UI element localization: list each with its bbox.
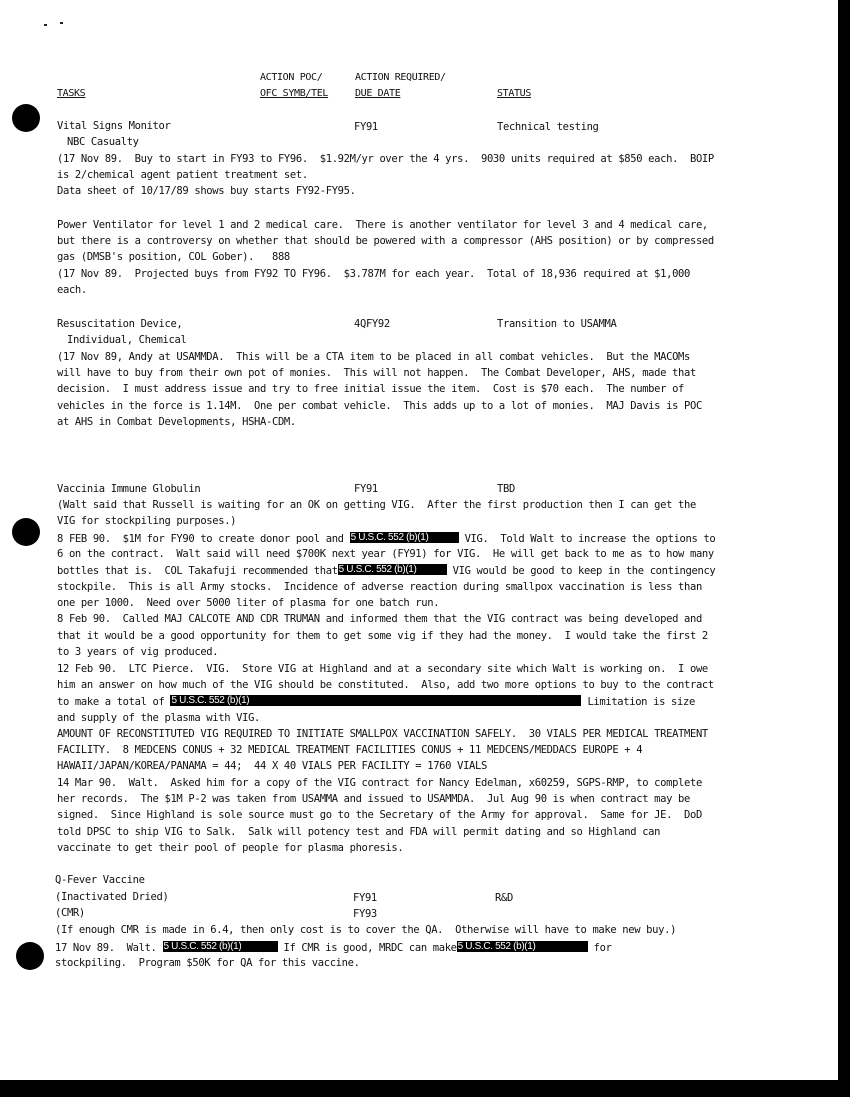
task-status: TBD [497,483,515,495]
note-line: Data sheet of 10/17/89 shows buy starts FY92-FY95. [57,185,356,197]
note-line: (17 Nov 89. Buy to start in FY93 to FY96. $1.92M/yr over the 4 yrs. 9030 units required at $850 each. BOIP [57,153,714,165]
note-line: is 2/chemical agent patient treatment set. [57,169,308,181]
note-line: him an answer on how much of the VIG should be constituted. Also, add two more options to buy to the contract [57,679,714,691]
note-line: that it would be a good opportunity for them to get some vig if they had the money. I would take the first 2 [57,630,708,642]
note-line: (Walt said that Russell is waiting for an OK on getting VIG. After the first production then I can get the [57,499,696,511]
note-line: stockpile. This is all Army stocks. Incidence of adverse reaction during smallpox vaccination is less than [57,581,702,593]
task-due: 4QFY92 [354,318,390,330]
note-text: Limitation is size [581,696,695,708]
note-text: to make a total of [57,696,171,708]
header-poc-line1: ACTION POC/ [260,72,323,83]
punch-hole [16,942,44,970]
task-name-line2: NBC Casualty [67,136,139,148]
note-line: 14 Mar 90. Walt. Asked him for a copy of the VIG contract for Nancy Edelman, x60259, SGPS-RMP, to complete [57,777,702,789]
redaction-box: 5 U.S.C. 552 (b)(1) [338,564,447,575]
note-line: one per 1000. Need over 5000 liter of plasma for one batch run. [57,597,440,609]
note-text: bottles that is. COL Takafuji recommended that [57,565,338,577]
note-line: but there is a controversy on whether that should be powered with a compressor (AHS position) or by compressed [57,235,714,247]
note-text: If CMR is good, MRDC can make [277,942,457,954]
note-text: for [587,942,612,954]
redaction-box: 5 U.S.C. 552 (b)(1) [350,532,459,543]
note-line: HAWAII/JAPAN/KOREA/PANAMA = 44; 44 X 40 VIALS PER FACILITY = 1760 VIALS [57,760,487,772]
note-line [57,695,695,708]
task-name: Q-Fever Vaccine [55,874,145,886]
task-name: Vital Signs Monitor [57,120,171,132]
task-name-line2: Individual, Chemical [67,334,187,346]
note-line: stockpiling. Program $50K for QA for this vaccine. [55,957,360,969]
redaction-box: 5 U.S.C. 552 (b)(1) [170,695,581,706]
note-line: vaccinate to get their pool of people for plasma phoresis. [57,842,404,854]
note-line: each. [57,284,87,296]
task-due: FY91 [354,483,378,495]
note-line: VIG for stockpiling purposes.) [57,515,237,527]
note-line: 8 Feb 90. Called MAJ CALCOTE AND CDR TRUMAN and informed them that the VIG contract was being developed and [57,613,702,625]
redaction-box: 5 U.S.C. 552 (b)(1) [163,941,278,952]
note-line: decision. I must address issue and try to free initial issue the item. Cost is $70 each. The number of [57,383,685,395]
header-action-line1: ACTION REQUIRED/ [355,72,446,83]
task-due-line3: FY93 [353,908,377,920]
note-text: VIG would be good to keep in the contingency [446,565,716,577]
task-name-line3: (CMR) [55,907,85,919]
task-due: FY91 [354,121,378,133]
note-line: 6 on the contract. Walt said will need $700K next year (FY91) for VIG. He will get back to me as to how many [57,548,714,560]
note-text: 8 FEB 90. $1M for FY90 to create donor pool and [57,533,350,545]
note-line: FACILITY. 8 MEDCENS CONUS + 32 MEDICAL TREATMENT FACILITIES CONUS + 11 MEDCENS/MEDDACS EUROPE + 4 [57,744,643,756]
note-text: VIG. Told Walt to increase the options to [458,533,716,545]
note-line: gas (DMSB's position, COL Gober). 888 [57,251,290,263]
header-tasks: TASKS [57,88,86,99]
note-text: 17 Nov 89. Walt. [55,942,163,954]
task-name: Resuscitation Device, [57,318,183,330]
punch-hole [12,518,40,546]
header-status: STATUS [497,88,532,99]
redaction-box: 5 U.S.C. 552 (b)(1) [457,941,588,952]
note-line: to 3 years of vig produced. [57,646,219,658]
note-line: will have to buy from their own pot of monies. This will not happen. The Combat Developer, AHS, made that [57,367,696,379]
task-due: FY91 [353,892,377,904]
scan-speck [44,24,47,26]
scan-edge-right [838,0,850,1097]
task-name: Vaccinia Immune Globulin [57,483,201,495]
note-line: (17 Nov 89, Andy at USAMMDA. This will be a CTA item to be placed in all combat vehicles. But the MACOMs [57,351,690,363]
header-due-date: DUE DATE [355,88,401,99]
scan-edge-bottom [0,1080,850,1097]
note-line: at AHS in Combat Developments, HSHA-CDM. [57,416,296,428]
header-poc-line2: OFC SYMB/TEL [260,88,329,99]
note-line [55,941,612,954]
note-line: told DPSC to ship VIG to Salk. Salk will potency test and FDA will permit dating and so Highland can [57,826,661,838]
note-line: signed. Since Highland is sole source must go to the Secretary of the Army for approval. Same for JE. DoD [57,809,702,821]
note-line: vehicles in the force is 1.14M. One per combat vehicle. This adds up to a lot of monies. MAJ Davis is POC [57,400,702,412]
note-line: Power Ventilator for level 1 and 2 medical care. There is another ventilator for level 3 and 4 medical care, [57,219,708,231]
note-line: and supply of the plasma with VIG. [57,712,261,724]
note-line: (If enough CMR is made in 6.4, then only cost is to cover the QA. Otherwise will have to make new buy.) [55,924,677,936]
task-status: R&D [495,892,513,904]
task-status: Transition to USAMMA [497,318,617,330]
note-line [57,532,715,545]
note-line: (17 Nov 89. Projected buys from FY92 TO FY96. $3.787M for each year. Total of 18,936 required at $1,000 [57,268,690,280]
note-line [57,564,715,577]
note-line: her records. The $1M P-2 was taken from USAMMA and issued to USAMMDA. Jul Aug 90 is when contract may be [57,793,690,805]
note-line: AMOUNT OF RECONSTITUTED VIG REQUIRED TO INITIATE SMALLPOX VACCINATION SAFELY. 30 VIALS PER MEDICAL TREATMENT [57,728,708,740]
scan-speck [60,22,63,24]
task-status: Technical testing [497,121,599,133]
punch-hole [12,104,40,132]
task-name-line2: (Inactivated Dried) [55,891,169,903]
note-line: 12 Feb 90. LTC Pierce. VIG. Store VIG at Highland and at a secondary site which Walt is working on. I owe [57,663,708,675]
